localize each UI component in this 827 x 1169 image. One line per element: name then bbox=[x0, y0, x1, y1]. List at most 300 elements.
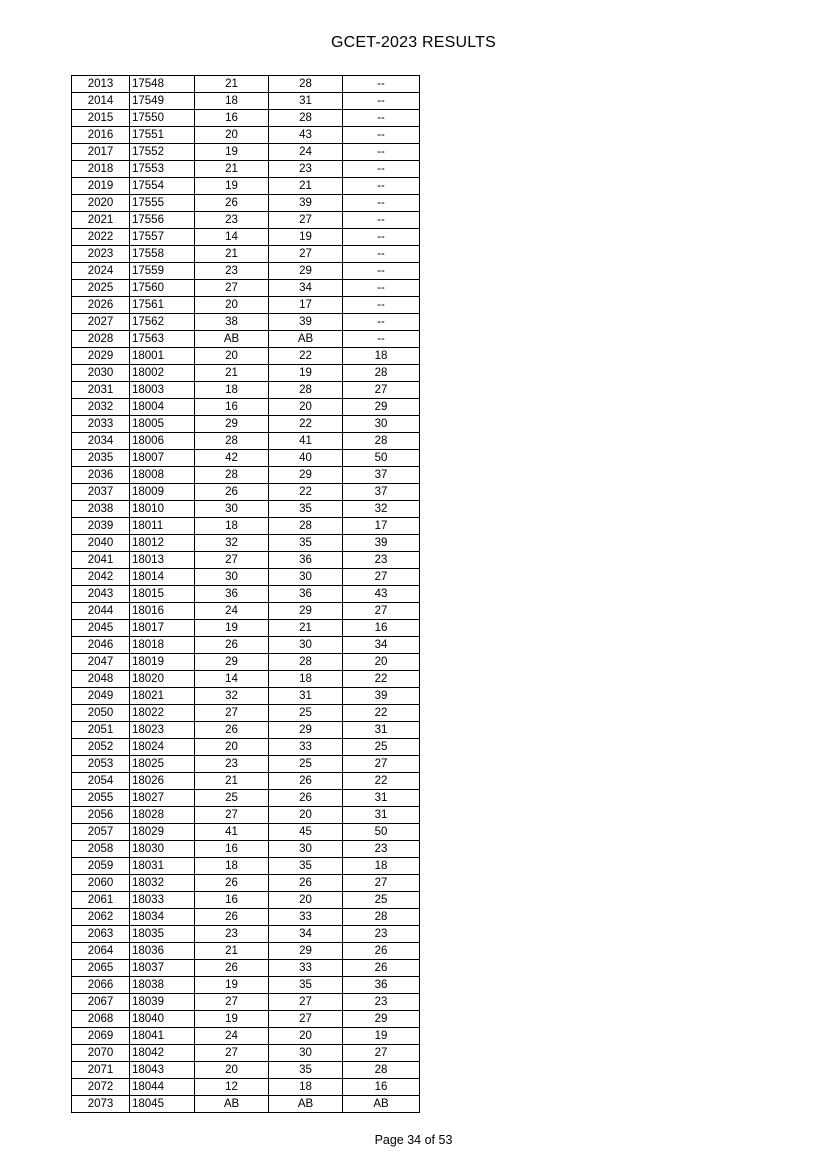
serial-number-cell: 2038 bbox=[72, 501, 130, 518]
serial-number-cell: 2056 bbox=[72, 807, 130, 824]
score-2-cell: 35 bbox=[269, 501, 343, 518]
roll-number-cell: 18013 bbox=[130, 552, 195, 569]
score-2-cell: 20 bbox=[269, 892, 343, 909]
table-row bbox=[72, 178, 420, 195]
table-row bbox=[72, 365, 420, 382]
roll-number-cell: 18032 bbox=[130, 875, 195, 892]
score-1-cell: 30 bbox=[195, 569, 269, 586]
score-3-cell: 31 bbox=[343, 790, 420, 807]
roll-number-cell: 18011 bbox=[130, 518, 195, 535]
score-1-cell: 18 bbox=[195, 858, 269, 875]
score-1-cell: 19 bbox=[195, 144, 269, 161]
score-3-cell: -- bbox=[343, 280, 420, 297]
roll-number-cell: 18012 bbox=[130, 535, 195, 552]
serial-number-cell: 2039 bbox=[72, 518, 130, 535]
serial-number-cell: 2048 bbox=[72, 671, 130, 688]
score-2-cell: 30 bbox=[269, 1045, 343, 1062]
score-2-cell: 36 bbox=[269, 552, 343, 569]
table-row bbox=[72, 229, 420, 246]
score-1-cell: 27 bbox=[195, 807, 269, 824]
table-row bbox=[72, 416, 420, 433]
roll-number-cell: 18025 bbox=[130, 756, 195, 773]
score-1-cell: 26 bbox=[195, 909, 269, 926]
roll-number-cell: 17552 bbox=[130, 144, 195, 161]
results-table bbox=[71, 75, 420, 1113]
serial-number-cell: 2052 bbox=[72, 739, 130, 756]
table-row bbox=[72, 76, 420, 93]
score-2-cell: 19 bbox=[269, 365, 343, 382]
score-1-cell: 27 bbox=[195, 280, 269, 297]
serial-number-cell: 2026 bbox=[72, 297, 130, 314]
table-row bbox=[72, 909, 420, 926]
score-1-cell: 27 bbox=[195, 1045, 269, 1062]
score-1-cell: 26 bbox=[195, 484, 269, 501]
score-2-cell: 20 bbox=[269, 399, 343, 416]
score-2-cell: 31 bbox=[269, 93, 343, 110]
serial-number-cell: 2023 bbox=[72, 246, 130, 263]
serial-number-cell: 2035 bbox=[72, 450, 130, 467]
table-row bbox=[72, 127, 420, 144]
score-1-cell: 23 bbox=[195, 212, 269, 229]
score-2-cell: 33 bbox=[269, 960, 343, 977]
score-3-cell: 31 bbox=[343, 722, 420, 739]
score-2-cell: 29 bbox=[269, 263, 343, 280]
score-3-cell: 25 bbox=[343, 739, 420, 756]
roll-number-cell: 18019 bbox=[130, 654, 195, 671]
score-2-cell: 30 bbox=[269, 569, 343, 586]
score-2-cell: 28 bbox=[269, 110, 343, 127]
roll-number-cell: 17555 bbox=[130, 195, 195, 212]
roll-number-cell: 18036 bbox=[130, 943, 195, 960]
table-row bbox=[72, 1028, 420, 1045]
score-2-cell: 20 bbox=[269, 1028, 343, 1045]
score-1-cell: 20 bbox=[195, 348, 269, 365]
score-2-cell: 29 bbox=[269, 943, 343, 960]
roll-number-cell: 18039 bbox=[130, 994, 195, 1011]
serial-number-cell: 2033 bbox=[72, 416, 130, 433]
serial-number-cell: 2025 bbox=[72, 280, 130, 297]
score-3-cell: 50 bbox=[343, 824, 420, 841]
roll-number-cell: 18033 bbox=[130, 892, 195, 909]
score-2-cell: 20 bbox=[269, 807, 343, 824]
score-1-cell: 24 bbox=[195, 603, 269, 620]
table-row bbox=[72, 943, 420, 960]
score-3-cell: 27 bbox=[343, 756, 420, 773]
score-1-cell: 14 bbox=[195, 671, 269, 688]
roll-number-cell: 18014 bbox=[130, 569, 195, 586]
score-2-cell: 35 bbox=[269, 977, 343, 994]
score-3-cell: 30 bbox=[343, 416, 420, 433]
score-2-cell: 26 bbox=[269, 773, 343, 790]
serial-number-cell: 2070 bbox=[72, 1045, 130, 1062]
roll-number-cell: 18034 bbox=[130, 909, 195, 926]
score-2-cell: 28 bbox=[269, 76, 343, 93]
serial-number-cell: 2073 bbox=[72, 1096, 130, 1113]
roll-number-cell: 18044 bbox=[130, 1079, 195, 1096]
serial-number-cell: 2057 bbox=[72, 824, 130, 841]
score-1-cell: 19 bbox=[195, 178, 269, 195]
score-3-cell: 23 bbox=[343, 841, 420, 858]
serial-number-cell: 2017 bbox=[72, 144, 130, 161]
score-3-cell: 16 bbox=[343, 1079, 420, 1096]
score-3-cell: 29 bbox=[343, 1011, 420, 1028]
score-3-cell: -- bbox=[343, 263, 420, 280]
serial-number-cell: 2030 bbox=[72, 365, 130, 382]
score-2-cell: 31 bbox=[269, 688, 343, 705]
roll-number-cell: 18040 bbox=[130, 1011, 195, 1028]
serial-number-cell: 2055 bbox=[72, 790, 130, 807]
score-1-cell: 29 bbox=[195, 654, 269, 671]
score-3-cell: -- bbox=[343, 212, 420, 229]
score-2-cell: 21 bbox=[269, 620, 343, 637]
serial-number-cell: 2044 bbox=[72, 603, 130, 620]
score-2-cell: 28 bbox=[269, 518, 343, 535]
serial-number-cell: 2051 bbox=[72, 722, 130, 739]
serial-number-cell: 2022 bbox=[72, 229, 130, 246]
roll-number-cell: 18023 bbox=[130, 722, 195, 739]
score-3-cell: 27 bbox=[343, 382, 420, 399]
score-1-cell: 19 bbox=[195, 977, 269, 994]
score-2-cell: 27 bbox=[269, 246, 343, 263]
roll-number-cell: 18029 bbox=[130, 824, 195, 841]
score-3-cell: -- bbox=[343, 314, 420, 331]
score-2-cell: 21 bbox=[269, 178, 343, 195]
score-3-cell: 23 bbox=[343, 926, 420, 943]
score-3-cell: 28 bbox=[343, 365, 420, 382]
score-2-cell: 30 bbox=[269, 841, 343, 858]
score-1-cell: 28 bbox=[195, 433, 269, 450]
roll-number-cell: 18026 bbox=[130, 773, 195, 790]
score-2-cell: 30 bbox=[269, 637, 343, 654]
score-1-cell: 21 bbox=[195, 943, 269, 960]
roll-number-cell: 18037 bbox=[130, 960, 195, 977]
table-row bbox=[72, 93, 420, 110]
serial-number-cell: 2069 bbox=[72, 1028, 130, 1045]
roll-number-cell: 18017 bbox=[130, 620, 195, 637]
score-1-cell: 42 bbox=[195, 450, 269, 467]
score-3-cell: 50 bbox=[343, 450, 420, 467]
serial-number-cell: 2036 bbox=[72, 467, 130, 484]
score-1-cell: 18 bbox=[195, 518, 269, 535]
score-2-cell: 27 bbox=[269, 994, 343, 1011]
score-3-cell: -- bbox=[343, 76, 420, 93]
score-1-cell: 20 bbox=[195, 297, 269, 314]
score-1-cell: 18 bbox=[195, 382, 269, 399]
page-title: GCET-2023 RESULTS bbox=[331, 34, 496, 51]
roll-number-cell: 17561 bbox=[130, 297, 195, 314]
results-table-body bbox=[72, 76, 420, 1113]
score-2-cell: 43 bbox=[269, 127, 343, 144]
roll-number-cell: 18006 bbox=[130, 433, 195, 450]
score-2-cell: 33 bbox=[269, 739, 343, 756]
score-2-cell: 22 bbox=[269, 484, 343, 501]
score-2-cell: 27 bbox=[269, 1011, 343, 1028]
score-3-cell: -- bbox=[343, 331, 420, 348]
roll-number-cell: 18042 bbox=[130, 1045, 195, 1062]
score-3-cell: 27 bbox=[343, 875, 420, 892]
serial-number-cell: 2040 bbox=[72, 535, 130, 552]
score-3-cell: -- bbox=[343, 195, 420, 212]
table-row bbox=[72, 637, 420, 654]
roll-number-cell: 18022 bbox=[130, 705, 195, 722]
score-1-cell: 24 bbox=[195, 1028, 269, 1045]
roll-number-cell: 18001 bbox=[130, 348, 195, 365]
serial-number-cell: 2061 bbox=[72, 892, 130, 909]
score-2-cell: 25 bbox=[269, 756, 343, 773]
score-3-cell: 29 bbox=[343, 399, 420, 416]
score-1-cell: 27 bbox=[195, 705, 269, 722]
score-1-cell: 21 bbox=[195, 246, 269, 263]
roll-number-cell: 17550 bbox=[130, 110, 195, 127]
serial-number-cell: 2053 bbox=[72, 756, 130, 773]
score-1-cell: 19 bbox=[195, 1011, 269, 1028]
roll-number-cell: 18035 bbox=[130, 926, 195, 943]
roll-number-cell: 18009 bbox=[130, 484, 195, 501]
roll-number-cell: 18030 bbox=[130, 841, 195, 858]
serial-number-cell: 2015 bbox=[72, 110, 130, 127]
roll-number-cell: 17556 bbox=[130, 212, 195, 229]
score-1-cell: 26 bbox=[195, 637, 269, 654]
serial-number-cell: 2043 bbox=[72, 586, 130, 603]
table-row bbox=[72, 586, 420, 603]
score-3-cell: 28 bbox=[343, 433, 420, 450]
score-3-cell: 28 bbox=[343, 909, 420, 926]
serial-number-cell: 2065 bbox=[72, 960, 130, 977]
table-row bbox=[72, 1079, 420, 1096]
score-1-cell: 36 bbox=[195, 586, 269, 603]
table-row bbox=[72, 875, 420, 892]
table-row bbox=[72, 569, 420, 586]
score-1-cell: 26 bbox=[195, 875, 269, 892]
table-row bbox=[72, 484, 420, 501]
score-2-cell: 26 bbox=[269, 875, 343, 892]
score-1-cell: 20 bbox=[195, 1062, 269, 1079]
score-2-cell: AB bbox=[269, 331, 343, 348]
table-row bbox=[72, 195, 420, 212]
table-row bbox=[72, 994, 420, 1011]
roll-number-cell: 18005 bbox=[130, 416, 195, 433]
serial-number-cell: 2031 bbox=[72, 382, 130, 399]
score-1-cell: 27 bbox=[195, 994, 269, 1011]
table-row bbox=[72, 960, 420, 977]
score-3-cell: 27 bbox=[343, 603, 420, 620]
score-3-cell: 27 bbox=[343, 569, 420, 586]
score-3-cell: -- bbox=[343, 178, 420, 195]
serial-number-cell: 2041 bbox=[72, 552, 130, 569]
score-2-cell: 23 bbox=[269, 161, 343, 178]
score-1-cell: 23 bbox=[195, 756, 269, 773]
table-row bbox=[72, 705, 420, 722]
score-3-cell: 20 bbox=[343, 654, 420, 671]
score-2-cell: 18 bbox=[269, 1079, 343, 1096]
roll-number-cell: 18004 bbox=[130, 399, 195, 416]
table-row bbox=[72, 654, 420, 671]
table-row bbox=[72, 620, 420, 637]
serial-number-cell: 2021 bbox=[72, 212, 130, 229]
score-2-cell: 41 bbox=[269, 433, 343, 450]
score-1-cell: 21 bbox=[195, 365, 269, 382]
serial-number-cell: 2027 bbox=[72, 314, 130, 331]
table-row bbox=[72, 382, 420, 399]
roll-number-cell: 17560 bbox=[130, 280, 195, 297]
table-row bbox=[72, 161, 420, 178]
score-3-cell: 23 bbox=[343, 994, 420, 1011]
score-2-cell: 24 bbox=[269, 144, 343, 161]
table-row bbox=[72, 348, 420, 365]
score-3-cell: 43 bbox=[343, 586, 420, 603]
score-1-cell: 12 bbox=[195, 1079, 269, 1096]
roll-number-cell: 18027 bbox=[130, 790, 195, 807]
table-row bbox=[72, 671, 420, 688]
score-1-cell: 28 bbox=[195, 467, 269, 484]
table-row bbox=[72, 501, 420, 518]
score-2-cell: 33 bbox=[269, 909, 343, 926]
score-2-cell: 22 bbox=[269, 348, 343, 365]
table-row bbox=[72, 926, 420, 943]
score-1-cell: 32 bbox=[195, 688, 269, 705]
table-row bbox=[72, 858, 420, 875]
score-3-cell: 37 bbox=[343, 467, 420, 484]
score-1-cell: 21 bbox=[195, 76, 269, 93]
serial-number-cell: 2066 bbox=[72, 977, 130, 994]
roll-number-cell: 18010 bbox=[130, 501, 195, 518]
table-row bbox=[72, 246, 420, 263]
serial-number-cell: 2046 bbox=[72, 637, 130, 654]
table-row bbox=[72, 280, 420, 297]
score-3-cell: 22 bbox=[343, 773, 420, 790]
score-2-cell: 22 bbox=[269, 416, 343, 433]
score-2-cell: 35 bbox=[269, 858, 343, 875]
table-row bbox=[72, 977, 420, 994]
roll-number-cell: 18045 bbox=[130, 1096, 195, 1113]
score-1-cell: 19 bbox=[195, 620, 269, 637]
table-row bbox=[72, 722, 420, 739]
score-1-cell: 20 bbox=[195, 739, 269, 756]
table-row bbox=[72, 399, 420, 416]
score-3-cell: 18 bbox=[343, 348, 420, 365]
score-3-cell: 18 bbox=[343, 858, 420, 875]
roll-number-cell: 17553 bbox=[130, 161, 195, 178]
score-3-cell: -- bbox=[343, 93, 420, 110]
table-row bbox=[72, 841, 420, 858]
table-row bbox=[72, 807, 420, 824]
roll-number-cell: 17559 bbox=[130, 263, 195, 280]
serial-number-cell: 2019 bbox=[72, 178, 130, 195]
serial-number-cell: 2059 bbox=[72, 858, 130, 875]
table-row bbox=[72, 824, 420, 841]
page-footer: Page 34 of 53 bbox=[374, 1133, 453, 1147]
table-row bbox=[72, 144, 420, 161]
table-row bbox=[72, 773, 420, 790]
serial-number-cell: 2018 bbox=[72, 161, 130, 178]
roll-number-cell: 17558 bbox=[130, 246, 195, 263]
roll-number-cell: 18003 bbox=[130, 382, 195, 399]
score-3-cell: -- bbox=[343, 246, 420, 263]
serial-number-cell: 2054 bbox=[72, 773, 130, 790]
score-2-cell: 28 bbox=[269, 382, 343, 399]
score-3-cell: 39 bbox=[343, 688, 420, 705]
roll-number-cell: 18008 bbox=[130, 467, 195, 484]
score-3-cell: -- bbox=[343, 110, 420, 127]
table-row bbox=[72, 212, 420, 229]
score-3-cell: 28 bbox=[343, 1062, 420, 1079]
roll-number-cell: 17554 bbox=[130, 178, 195, 195]
score-1-cell: 16 bbox=[195, 110, 269, 127]
table-row bbox=[72, 1062, 420, 1079]
serial-number-cell: 2014 bbox=[72, 93, 130, 110]
score-2-cell: 18 bbox=[269, 671, 343, 688]
score-2-cell: 29 bbox=[269, 722, 343, 739]
score-2-cell: 39 bbox=[269, 314, 343, 331]
serial-number-cell: 2037 bbox=[72, 484, 130, 501]
serial-number-cell: 2068 bbox=[72, 1011, 130, 1028]
score-1-cell: 32 bbox=[195, 535, 269, 552]
serial-number-cell: 2067 bbox=[72, 994, 130, 1011]
score-3-cell: 32 bbox=[343, 501, 420, 518]
score-2-cell: AB bbox=[269, 1096, 343, 1113]
score-2-cell: 29 bbox=[269, 467, 343, 484]
table-row bbox=[72, 467, 420, 484]
score-3-cell: 23 bbox=[343, 552, 420, 569]
roll-number-cell: 18015 bbox=[130, 586, 195, 603]
roll-number-cell: 17562 bbox=[130, 314, 195, 331]
table-row bbox=[72, 535, 420, 552]
roll-number-cell: 18038 bbox=[130, 977, 195, 994]
serial-number-cell: 2060 bbox=[72, 875, 130, 892]
roll-number-cell: 18041 bbox=[130, 1028, 195, 1045]
roll-number-cell: 17563 bbox=[130, 331, 195, 348]
roll-number-cell: 18021 bbox=[130, 688, 195, 705]
score-1-cell: 38 bbox=[195, 314, 269, 331]
score-2-cell: 39 bbox=[269, 195, 343, 212]
roll-number-cell: 18016 bbox=[130, 603, 195, 620]
score-3-cell: -- bbox=[343, 144, 420, 161]
score-2-cell: 36 bbox=[269, 586, 343, 603]
score-1-cell: 27 bbox=[195, 552, 269, 569]
table-row bbox=[72, 314, 420, 331]
score-1-cell: 16 bbox=[195, 399, 269, 416]
score-3-cell: 17 bbox=[343, 518, 420, 535]
score-2-cell: 28 bbox=[269, 654, 343, 671]
table-row bbox=[72, 603, 420, 620]
score-3-cell: 37 bbox=[343, 484, 420, 501]
score-3-cell: -- bbox=[343, 297, 420, 314]
score-3-cell: 22 bbox=[343, 705, 420, 722]
score-1-cell: 30 bbox=[195, 501, 269, 518]
serial-number-cell: 2028 bbox=[72, 331, 130, 348]
score-2-cell: 35 bbox=[269, 535, 343, 552]
serial-number-cell: 2016 bbox=[72, 127, 130, 144]
table-row bbox=[72, 739, 420, 756]
serial-number-cell: 2047 bbox=[72, 654, 130, 671]
serial-number-cell: 2049 bbox=[72, 688, 130, 705]
score-3-cell: 22 bbox=[343, 671, 420, 688]
serial-number-cell: 2050 bbox=[72, 705, 130, 722]
table-row bbox=[72, 790, 420, 807]
score-2-cell: 19 bbox=[269, 229, 343, 246]
roll-number-cell: 17557 bbox=[130, 229, 195, 246]
table-row bbox=[72, 263, 420, 280]
table-row bbox=[72, 110, 420, 127]
roll-number-cell: 18020 bbox=[130, 671, 195, 688]
serial-number-cell: 2034 bbox=[72, 433, 130, 450]
serial-number-cell: 2013 bbox=[72, 76, 130, 93]
score-3-cell: 39 bbox=[343, 535, 420, 552]
score-1-cell: 16 bbox=[195, 841, 269, 858]
roll-number-cell: 18031 bbox=[130, 858, 195, 875]
score-1-cell: 23 bbox=[195, 263, 269, 280]
roll-number-cell: 18024 bbox=[130, 739, 195, 756]
